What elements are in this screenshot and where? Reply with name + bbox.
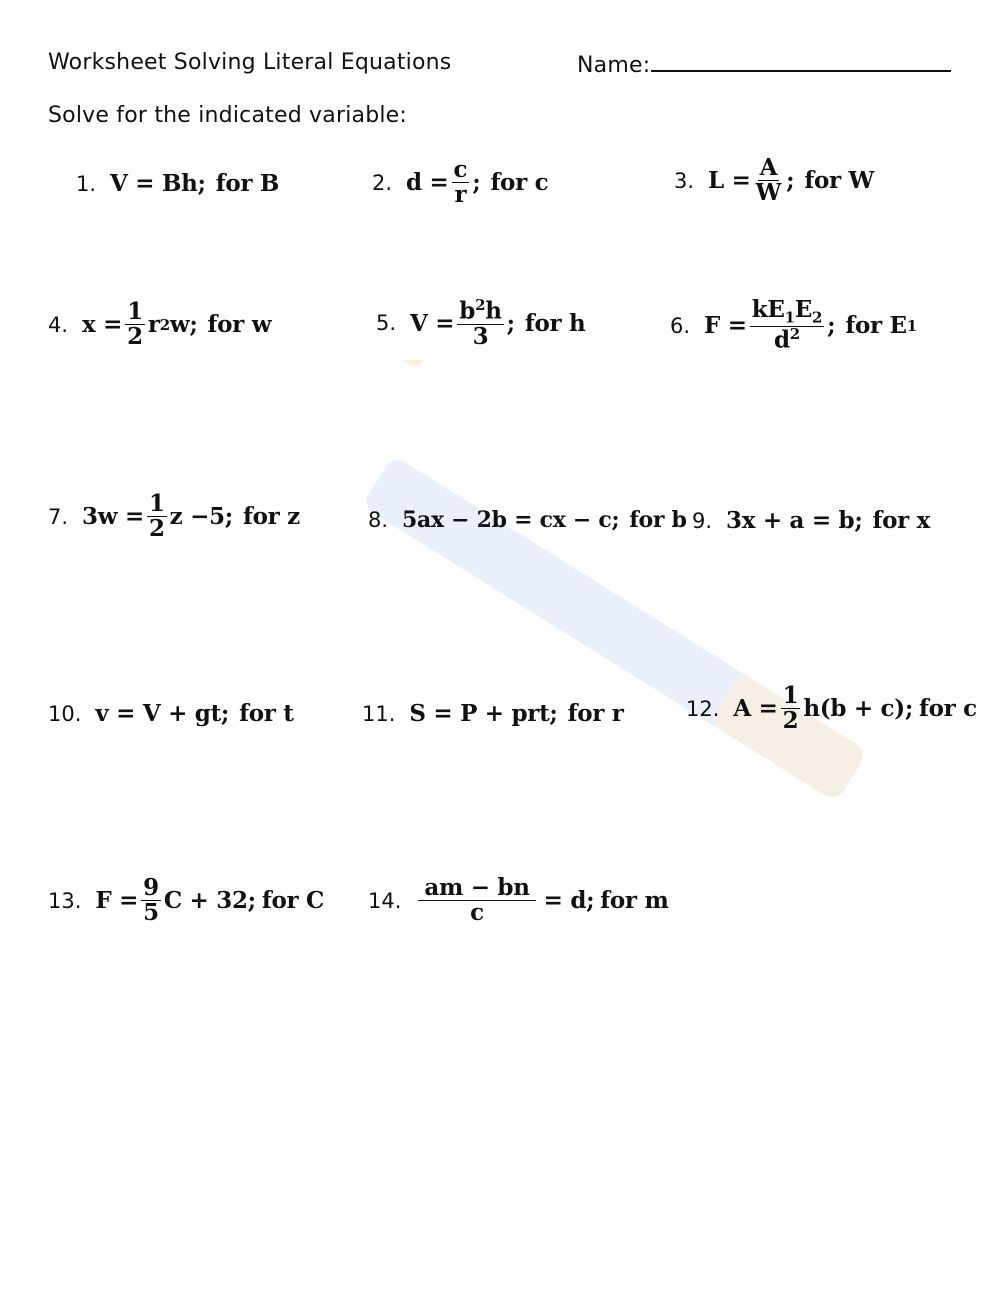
fraction [457,298,503,349]
problem-number: 8. [368,508,389,532]
equation-text: w; [169,311,198,339]
numerator: $kE_1E_2$ [751,296,823,327]
numerator: am − bn [418,876,535,901]
problem-number: 6. [670,313,691,338]
denominator: W [755,179,782,207]
denominator: 3 [472,322,489,350]
equation [733,684,976,733]
equation [82,492,300,541]
equation [415,876,668,925]
problem-9 [692,507,930,534]
instructions: Solve for the indicated variable: [48,103,408,128]
equation-text: 3w = [82,503,144,531]
target-variable: for t [239,700,294,727]
fraction [418,876,535,925]
fraction [781,684,801,733]
problem-number: 9. [692,508,713,533]
problem-13 [48,876,324,925]
target-variable: for x [872,507,931,534]
equation [726,507,930,534]
equation [409,700,623,727]
equation-text: r [147,311,160,339]
problem-7 [48,492,300,541]
equation-text: L = [708,167,751,195]
problem-number: 10. [48,701,82,726]
numerator: $b^2h$ [459,296,502,325]
problem-2 [372,158,548,207]
target-variable: for B [215,170,280,197]
equation-text: ; [827,312,836,340]
problem-number: 12. [686,696,720,721]
target-variable: for w [207,311,272,339]
problem-number: 7. [48,504,69,529]
worksheet-title: Worksheet Solving Literal Equations [48,50,452,75]
exponent: 2 [159,315,170,334]
fraction [452,158,470,207]
problem-number: 14. [368,888,402,913]
target-variable: for h [524,309,586,337]
numerator: 1 [782,682,799,709]
problem-number: 13. [48,888,82,913]
subscript: 1 [906,316,917,335]
problem-8 [368,507,687,533]
name-label: Name: [577,53,651,78]
problem-10 [48,700,294,727]
equation-text: 3x + a = b; [726,507,863,534]
target-variable: for c [919,695,977,723]
equation-text: = d; [543,887,595,915]
denominator: 2 [127,323,143,351]
equation [110,170,279,197]
problem-14 [368,876,669,925]
equation-text: S = P + prt; [409,700,558,727]
name-line[interactable] [651,50,951,72]
target-variable: for E [845,312,907,340]
numerator: 1 [127,298,143,325]
equation [95,876,324,925]
numerator: 9 [143,874,159,901]
problem-number: 11. [362,701,396,726]
equation-text: ; [786,167,795,195]
problem-1 [76,170,279,197]
problem-number: 4. [48,312,69,337]
equation-text: h(b + c); [803,695,914,723]
denominator: 5 [143,899,159,927]
target-variable: for b [629,507,687,533]
name-field[interactable] [577,50,951,78]
equation [82,300,271,349]
equation-text: x = [82,311,123,339]
equation [410,298,585,349]
fraction [750,298,824,353]
equation-text: ; [506,309,515,337]
equation-text: C + 32; [163,887,256,915]
target-variable: for c [490,169,549,197]
equation [406,158,548,207]
equation-text: ; [472,169,481,197]
numerator: A [759,154,778,181]
equation [402,507,687,533]
fraction [125,300,145,349]
problem-5 [376,298,585,349]
numerator: 1 [148,490,165,517]
equation-text: v = V + gt; [95,700,230,727]
target-variable: for m [600,887,669,915]
problem-number: 3. [674,168,695,193]
equation-text: F = [704,312,747,340]
problem-number: 5. [376,311,397,336]
problem-number: 2. [372,170,393,195]
equation-text: V = [410,309,455,337]
equation-text: V = Bh; [110,170,206,197]
denominator: 2 [148,515,165,543]
denominator: c [470,899,484,927]
denominator: r [454,181,467,209]
numerator: c [453,156,468,183]
equation [708,156,874,205]
fraction [754,156,784,205]
problem-4 [48,300,271,349]
problem-3 [674,156,874,205]
equation [95,700,293,727]
equation-text: 5ax − 2b = cx − c; [402,507,620,533]
target-variable: for W [804,167,875,195]
target-variable: for C [261,887,325,915]
problem-12 [686,684,977,733]
fraction [141,876,161,925]
fraction [147,492,167,541]
target-variable: for z [243,503,300,531]
equation-text: F = [95,887,139,915]
problem-11 [362,700,624,727]
equation-text: z −5; [169,503,233,531]
equation-text: A = [733,695,778,723]
denominator: $d^2$ [773,325,800,354]
equation-text: d = [406,169,449,197]
problem-6 [670,298,917,353]
denominator: 2 [782,707,799,735]
target-variable: for r [567,700,624,727]
problem-number: 1. [76,171,97,196]
equation [704,298,917,353]
